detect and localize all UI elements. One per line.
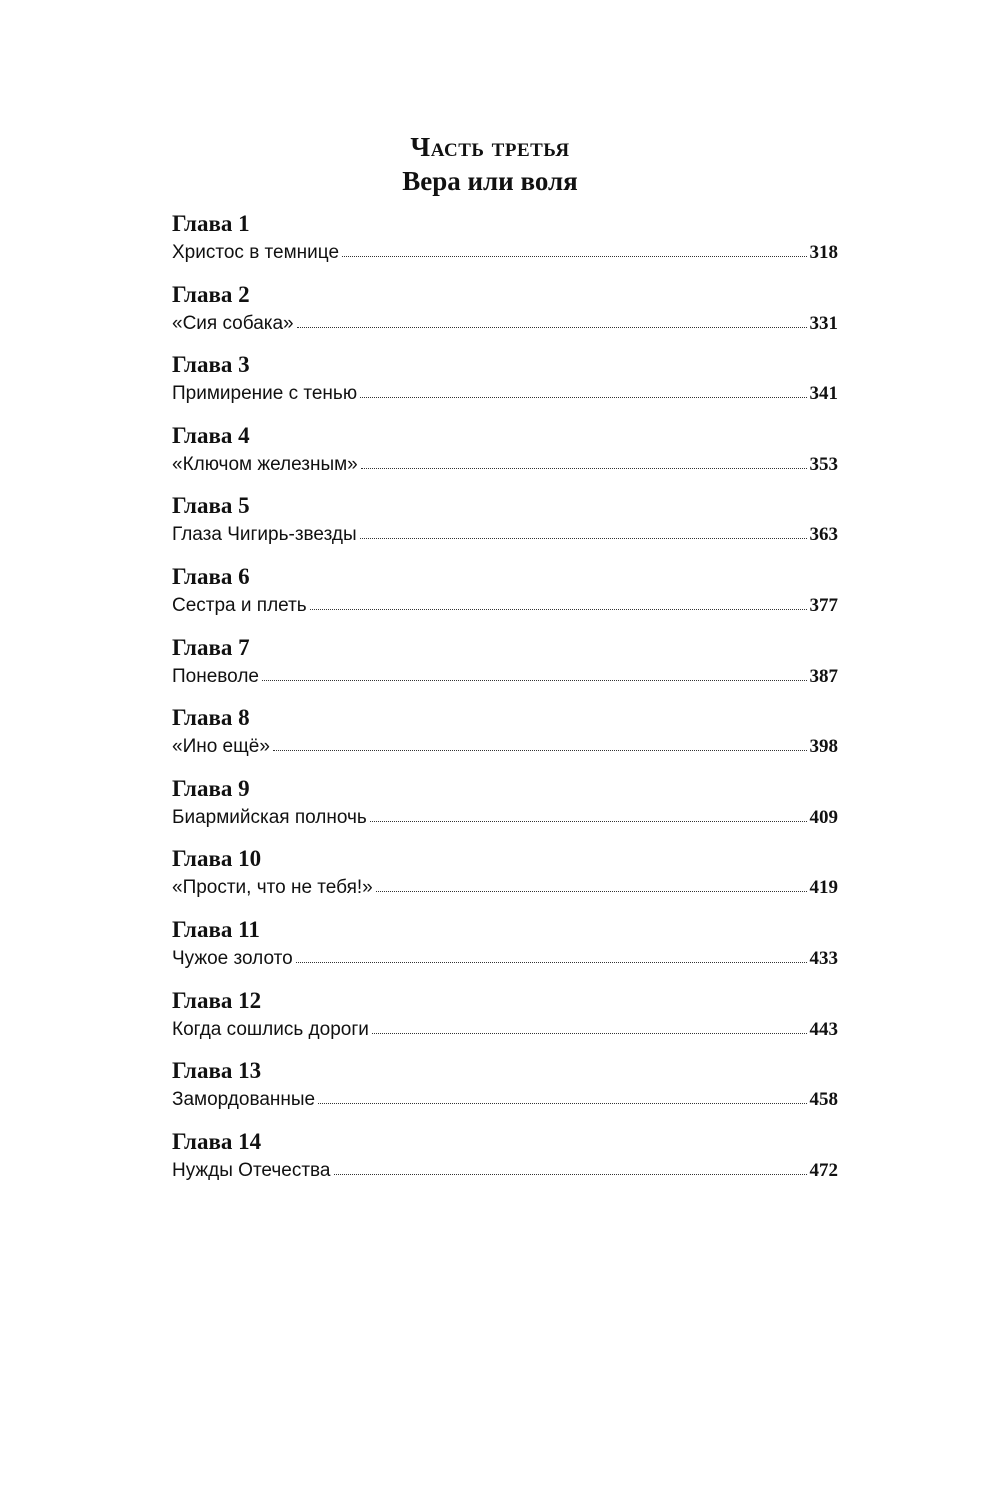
page-number: 458 bbox=[809, 1089, 838, 1111]
toc-entry bbox=[172, 1128, 838, 1199]
dot-leader bbox=[360, 537, 807, 539]
toc-line bbox=[172, 309, 838, 339]
dot-leader bbox=[342, 255, 806, 257]
page-number: 419 bbox=[809, 877, 838, 899]
toc-entry bbox=[172, 492, 838, 563]
toc-line bbox=[172, 803, 838, 833]
page-number: 363 bbox=[809, 524, 838, 546]
toc-line bbox=[172, 379, 838, 409]
dot-leader bbox=[318, 1102, 806, 1104]
chapter-title: «Ключом железным» bbox=[172, 453, 358, 475]
dot-leader bbox=[334, 1173, 807, 1175]
dot-leader bbox=[296, 961, 807, 963]
chapter-label: Глава 11 bbox=[172, 916, 260, 942]
chapter-label: Глава 3 bbox=[172, 352, 250, 378]
toc-line bbox=[172, 1015, 838, 1045]
page-number: 353 bbox=[809, 453, 838, 475]
toc-line bbox=[172, 450, 838, 480]
chapter-title: «Сия собака» bbox=[172, 312, 294, 334]
toc-entry bbox=[172, 1057, 838, 1128]
toc-entry bbox=[172, 775, 838, 846]
page-number: 318 bbox=[809, 242, 838, 263]
toc-line bbox=[172, 520, 838, 550]
chapter-title: Поневоле bbox=[172, 665, 259, 687]
toc-entry bbox=[172, 987, 838, 1058]
chapter-label: Глава 2 bbox=[172, 281, 250, 307]
chapter-title: Когда сошлись дороги bbox=[172, 1018, 369, 1040]
chapter-title: Сестра и плеть bbox=[172, 594, 307, 616]
chapter-label: Глава 10 bbox=[172, 846, 262, 872]
chapter-label: Глава 6 bbox=[172, 563, 250, 589]
toc-entry bbox=[172, 281, 838, 352]
dot-leader bbox=[273, 749, 807, 751]
chapter-title: Примирение с тенью bbox=[172, 383, 358, 405]
chapter-label: Глава 14 bbox=[172, 1128, 262, 1154]
toc-line bbox=[172, 732, 838, 762]
table-of-contents bbox=[172, 210, 838, 1198]
part-heading: Часть третья bbox=[410, 132, 570, 162]
toc-entry bbox=[172, 563, 838, 634]
dot-leader bbox=[310, 608, 807, 610]
chapter-title: Глаза Чигирь-звезды bbox=[172, 524, 357, 546]
toc-entry bbox=[172, 916, 838, 987]
toc-entry bbox=[172, 422, 838, 493]
page-number: 331 bbox=[809, 312, 838, 334]
chapter-label: Глава 8 bbox=[172, 705, 250, 731]
part-title: Вера или воля bbox=[402, 166, 578, 196]
page-number: 472 bbox=[809, 1159, 838, 1181]
chapter-title: «Ино ещё» bbox=[172, 736, 270, 758]
dot-leader bbox=[376, 890, 807, 892]
dot-leader bbox=[372, 1032, 807, 1034]
chapter-label: Глава 5 bbox=[172, 493, 250, 519]
toc-line bbox=[172, 662, 838, 692]
chapter-title: «Прости, что не тебя!» bbox=[172, 877, 373, 899]
chapter-label: Глава 7 bbox=[172, 634, 250, 660]
chapter-title: Христос в темнице bbox=[172, 242, 340, 263]
toc-entry bbox=[172, 351, 838, 422]
toc-line bbox=[172, 591, 838, 621]
toc-entry bbox=[172, 634, 838, 705]
page-number: 398 bbox=[809, 736, 838, 758]
page-number: 443 bbox=[809, 1018, 838, 1040]
chapter-title: Нужды Отечества bbox=[172, 1159, 331, 1181]
chapter-title: Чужое золото bbox=[172, 947, 293, 969]
toc-entry bbox=[172, 704, 838, 775]
toc-line bbox=[172, 944, 838, 974]
chapter-label: Глава 9 bbox=[172, 775, 250, 801]
dot-leader bbox=[360, 396, 806, 398]
page-number: 387 bbox=[809, 665, 838, 687]
toc-line bbox=[172, 1085, 838, 1115]
toc-entry bbox=[172, 210, 838, 281]
page-number: 377 bbox=[809, 594, 838, 616]
toc-line bbox=[172, 238, 838, 268]
chapter-title: Замордованные bbox=[172, 1089, 316, 1111]
toc-line bbox=[172, 1156, 838, 1186]
dot-leader bbox=[297, 326, 807, 328]
toc-entry bbox=[172, 845, 838, 916]
toc-line bbox=[172, 873, 838, 903]
chapter-label: Глава 12 bbox=[172, 987, 262, 1013]
chapter-label: Глава 1 bbox=[172, 211, 250, 236]
page-number: 409 bbox=[809, 806, 838, 828]
chapter-label: Глава 4 bbox=[172, 422, 250, 448]
dot-leader bbox=[262, 679, 807, 681]
chapter-title: Биармийская полночь bbox=[172, 806, 367, 828]
page-number: 433 bbox=[809, 947, 838, 969]
chapter-label: Глава 13 bbox=[172, 1058, 262, 1084]
dot-leader bbox=[361, 467, 807, 469]
dot-leader bbox=[370, 820, 807, 822]
page-number: 341 bbox=[809, 383, 838, 405]
